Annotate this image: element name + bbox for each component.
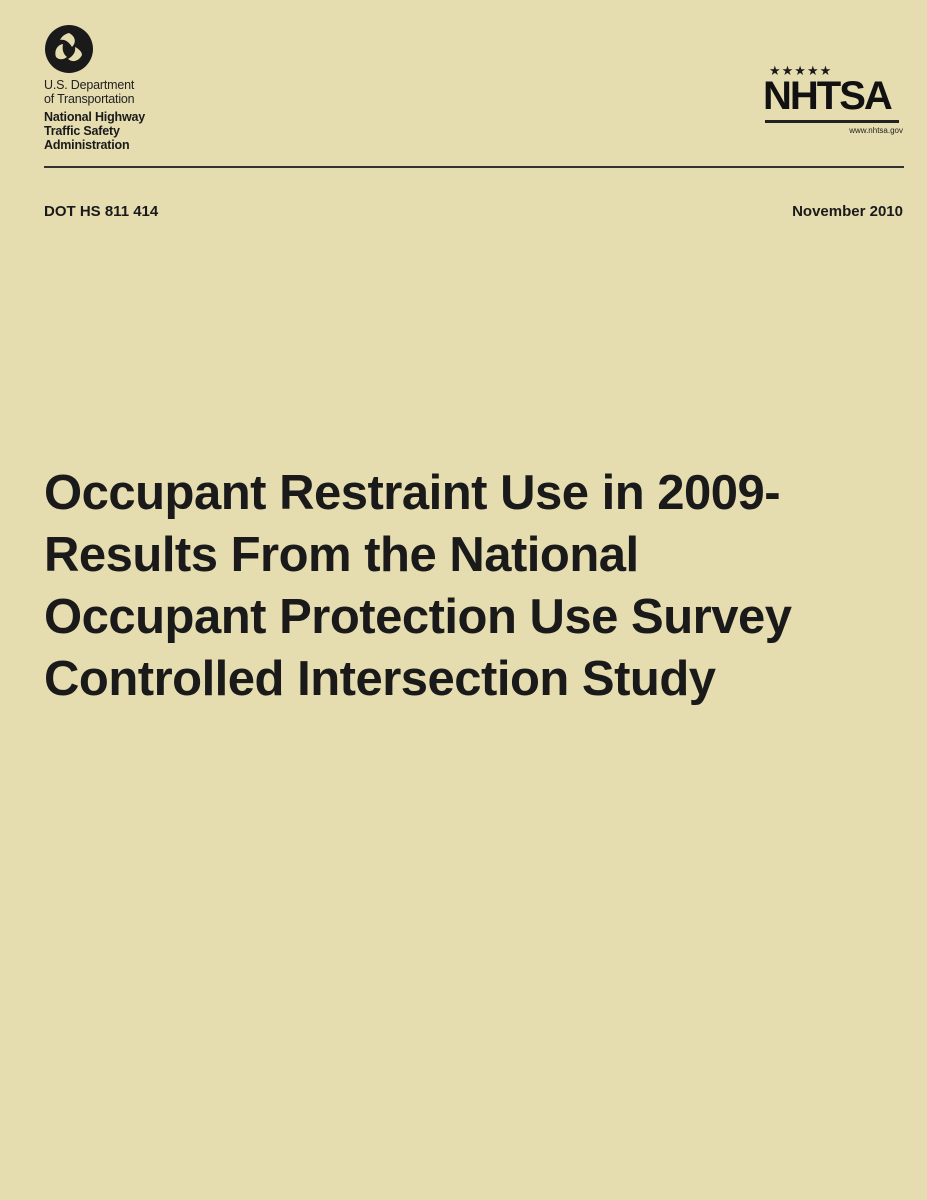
title-line-2: Results From the National	[44, 528, 639, 582]
administration-line-2: Traffic Safety	[44, 124, 120, 138]
header-divider	[44, 166, 904, 168]
report-title	[44, 462, 914, 710]
administration-line-1: National Highway	[44, 110, 145, 124]
report-number: DOT HS 811 414	[44, 203, 159, 220]
nhtsa-logo-text: NHTSA	[763, 74, 891, 118]
report-date: November 2010	[792, 203, 903, 220]
department-line-1: U.S. Department	[44, 78, 135, 92]
nhtsa-url: www.nhtsa.gov	[849, 126, 903, 135]
title-line-1: Occupant Restraint Use in 2009-	[44, 466, 781, 520]
title-line-3: Occupant Protection Use Survey	[44, 590, 792, 644]
dot-triskelion-icon	[44, 24, 94, 74]
nhtsa-stars-icon: ★★★★★	[769, 63, 833, 78]
department-line-2: of Transportation	[44, 92, 135, 106]
administration-line-3: Administration	[44, 138, 130, 152]
nhtsa-logo-bar	[765, 120, 899, 123]
title-line-4: Controlled Intersection Study	[44, 652, 716, 706]
agency-block	[44, 78, 344, 152]
nhtsa-logo	[763, 64, 903, 142]
